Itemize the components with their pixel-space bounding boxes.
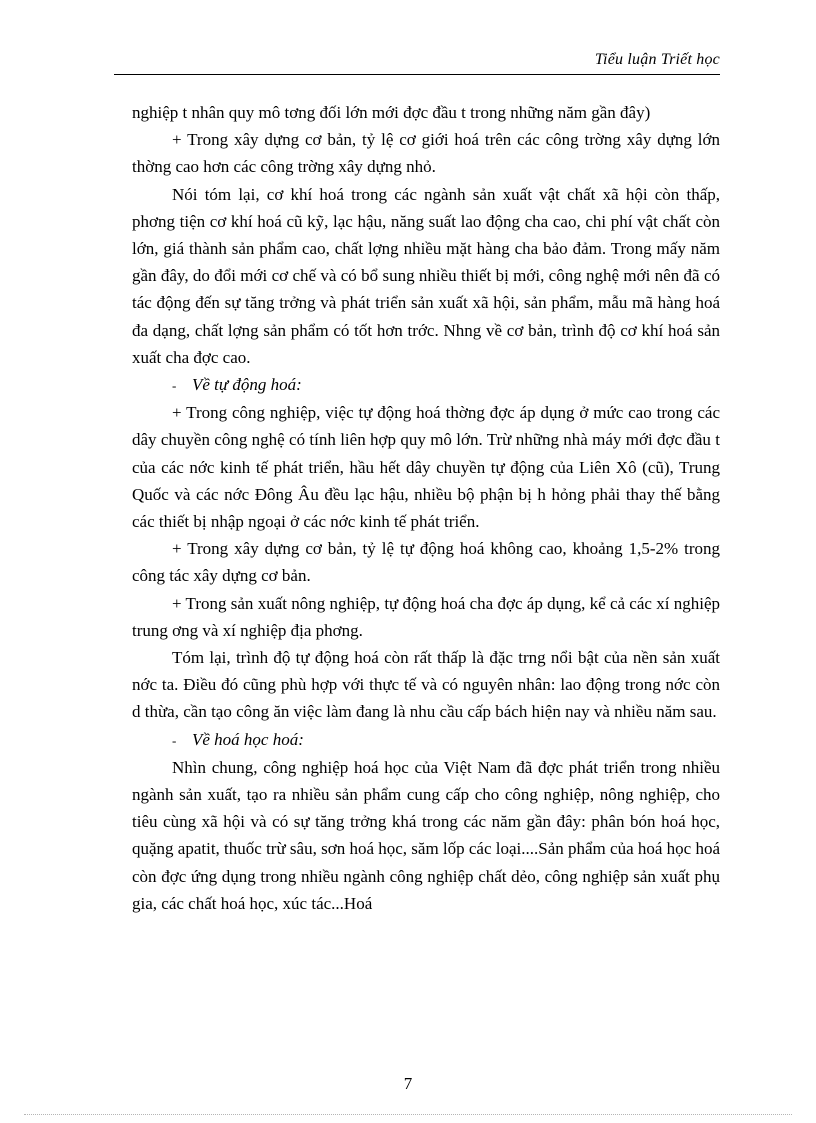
page-border-dotted xyxy=(24,1114,792,1115)
bullet-dash: - xyxy=(172,378,177,394)
paragraph: Nhìn chung, công nghiệp hoá học của Việt Nam đã đợc phát triển trong nhiều ngành sản xuất, tạo ra nhiều sản phẩm cung cấp cho công nghiệp, nông nghiệp, cho tiêu cùng xã hội và có sự tăng trởng khá trong các năm gần đây: phân bón hoá học, quặng apatit, thuốc trừ sâu, sơn hoá học, săm lốp các loại....Sản phẩm của hoá học hoá còn đợc ứng dụng trong nhiều ngành công nghiệp chất dẻo, công nghiệp sản xuất phụ gia, các chất hoá học, xúc tác...Hoá xyxy=(132,757,721,913)
paragraph: nghiệp t nhân quy mô tơng đối lớn mới đợc đầu t trong những năm gần đây) xyxy=(132,103,651,122)
section-heading xyxy=(132,726,720,754)
paragraph: Nói tóm lại, cơ khí hoá trong các ngành sản xuất vật chất xã hội còn thấp, phơng tiện cơ khí hoá cũ kỹ, lạc hậu, năng suất lao động cha cao, chi phí vật chất còn lớn, giá thành sản phẩm cao, chất lợng nhiều mặt hàng cha bảo đảm. Trong mấy năm gần đây, do đổi mới cơ chế và có bổ sung nhiều thiết bị mới, công nghệ mới nên đã có tác động đến sự tăng trởng và phát triển sản xuất xã hội, sản phẩm, mẫu mã hàng hoá đa dạng, chất lợng sản phẩm có tốt hơn trớc. Nhng về cơ bản, trình độ cơ khí hoá sản xuất cha đợc cao. xyxy=(132,184,720,367)
bullet-dash: - xyxy=(172,732,177,748)
section-heading-text: Về hoá học hoá: xyxy=(192,729,304,749)
paragraph: Tóm lại, trình độ tự động hoá còn rất thấp là đặc trng nổi bật của nền sản xuất nớc ta. Điều đó cũng phù hợp với thực tế và có nguyên nhân: lao động trong nớc còn d thừa, cần tạo công ăn việc làm đang là nhu cầu cấp bách hiện nay và nhiều năm sau. xyxy=(132,648,720,722)
paragraph: + Trong xây dựng cơ bản, tỷ lệ tự động hoá không cao, khoảng 1,5-2% trong công tác xây dựng cơ bản. xyxy=(132,539,720,586)
running-header: Tiểu luận Triết học xyxy=(594,51,720,68)
document-body xyxy=(132,99,720,917)
page-number: 7 xyxy=(403,1074,413,1093)
section-heading xyxy=(132,371,720,399)
header-rule xyxy=(114,74,720,75)
paragraph: + Trong sản xuất nông nghiệp, tự động hoá cha đợc áp dụng, kể cả các xí nghiệp trung ơng và xí nghiệp địa phơng. xyxy=(132,593,720,640)
section-heading-text: Về tự động hoá: xyxy=(192,375,302,395)
paragraph: + Trong xây dựng cơ bản, tỷ lệ cơ giới hoá trên các công trờng xây dựng lớn thờng cao hơn các công trờng xây dựng nhỏ. xyxy=(132,130,720,177)
paragraph: + Trong công nghiệp, việc tự động hoá thờng đợc áp dụng ở mức cao trong các dây chuyền công nghệ có tính liên hợp quy mô lớn. Trừ những nhà máy mới đợc đầu t của các nớc kinh tế phát triển, hầu hết dây chuyền tự động của Liên Xô (cũ), Trung Quốc và các nớc Đông Âu đều lạc hậu, nhiều bộ phận bị h hỏng phải thay thế bằng các thiết bị nhập ngoại ở các nớc kinh tế phát triển. xyxy=(132,403,720,532)
